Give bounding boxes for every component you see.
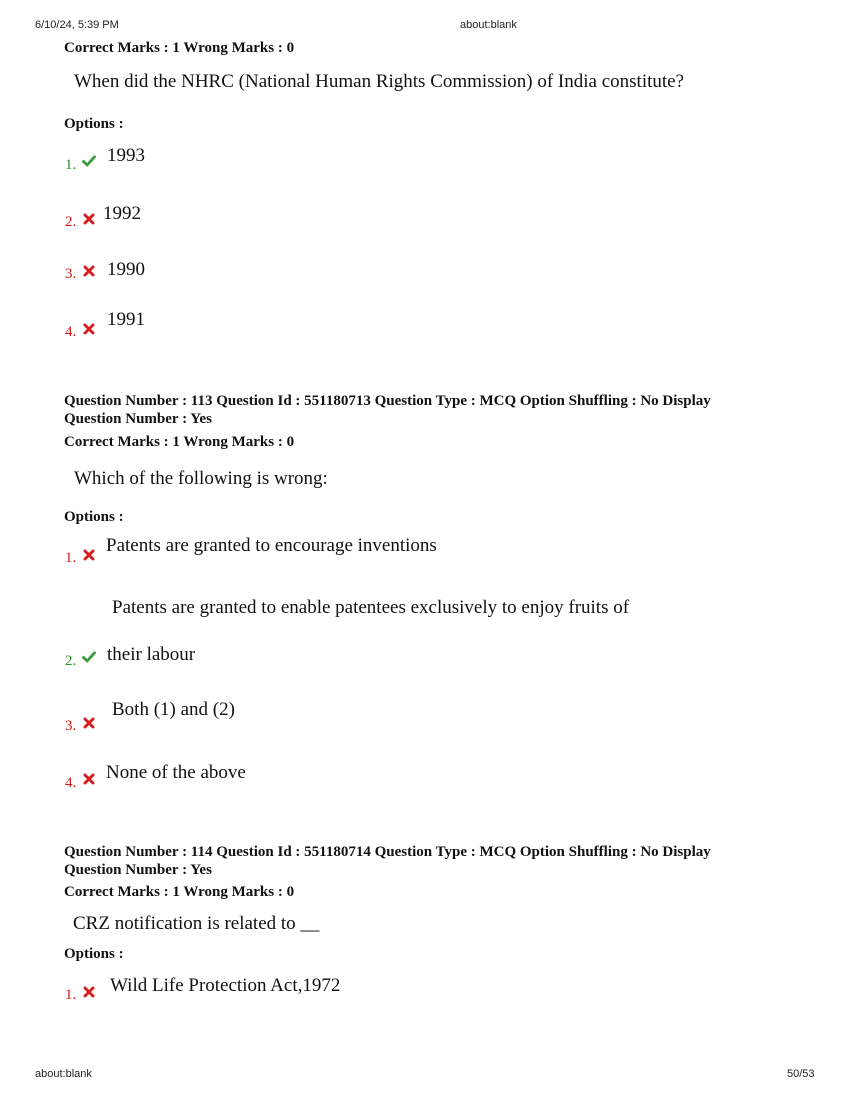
- print-page-title: about:blank: [460, 19, 517, 31]
- q113-options-label: Options :: [64, 509, 124, 525]
- q114-question-text: CRZ notification is related to __: [73, 913, 320, 934]
- q113-meta-line-2: Question Number : Yes: [64, 411, 212, 427]
- q114-marks: Correct Marks : 1 Wrong Marks : 0: [64, 884, 295, 900]
- cross-icon: [82, 322, 96, 336]
- cross-icon: [82, 212, 96, 226]
- q113-option-2-text-line-1: Patents are granted to enable patentees exclusively to enjoy fruits of: [112, 597, 630, 618]
- print-datetime: 6/10/24, 5:39 PM: [35, 19, 119, 31]
- q112-option-1-number: 1.: [65, 157, 77, 173]
- cross-icon: [82, 548, 96, 562]
- q112-option-2-text: 1992: [103, 203, 141, 224]
- q113-option-4-number: 4.: [65, 775, 77, 791]
- q113-option-4-text: None of the above: [106, 762, 246, 783]
- q113-option-1-text: Patents are granted to encourage inventions: [106, 535, 437, 556]
- check-icon: [82, 154, 96, 168]
- cross-icon: [82, 985, 96, 999]
- q112-question-text: When did the NHRC (National Human Rights Commission) of India constitute?: [74, 71, 685, 92]
- print-page-counter: 50/53: [787, 1068, 815, 1080]
- q112-option-1-text: 1993: [107, 145, 145, 166]
- q114-options-label: Options :: [64, 946, 124, 962]
- q112-option-3-number: 3.: [65, 266, 77, 282]
- cross-icon: [82, 716, 96, 730]
- q114-meta-line-2: Question Number : Yes: [64, 862, 212, 878]
- q113-option-2-number: 2.: [65, 653, 77, 669]
- cross-icon: [82, 264, 96, 278]
- print-footer-url: about:blank: [35, 1068, 92, 1080]
- q113-option-1-number: 1.: [65, 550, 77, 566]
- cross-icon: [82, 772, 96, 786]
- q114-option-1-number: 1.: [65, 987, 77, 1003]
- check-icon: [82, 650, 96, 664]
- q113-marks: Correct Marks : 1 Wrong Marks : 0: [64, 434, 295, 450]
- q114-option-1-text: Wild Life Protection Act,1972: [110, 975, 341, 996]
- q112-marks: Correct Marks : 1 Wrong Marks : 0: [64, 40, 295, 56]
- q113-meta-line-1: Question Number : 113 Question Id : 551180713 Question Type : MCQ Option Shuffling : No Display: [64, 393, 711, 409]
- q113-option-3-number: 3.: [65, 718, 77, 734]
- q112-option-3-text: 1990: [107, 259, 145, 280]
- q112-option-4-number: 4.: [65, 324, 77, 340]
- q114-meta-line-1: Question Number : 114 Question Id : 551180714 Question Type : MCQ Option Shuffling : No Display: [64, 844, 711, 860]
- q112-option-2-number: 2.: [65, 214, 77, 230]
- q113-option-3-text: Both (1) and (2): [112, 699, 235, 720]
- q113-option-2-text-line-2: their labour: [107, 644, 196, 665]
- q112-option-4-text: 1991: [107, 309, 145, 330]
- q112-options-label: Options :: [64, 116, 124, 132]
- q113-question-text: Which of the following is wrong:: [74, 468, 328, 489]
